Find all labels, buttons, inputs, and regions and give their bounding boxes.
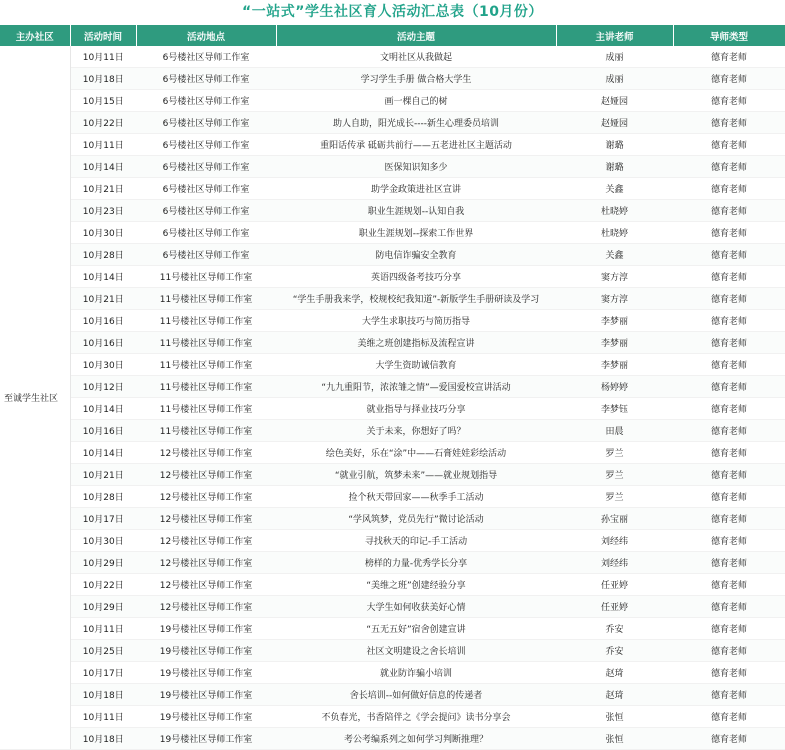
cell-time[interactable]: 10月23日	[70, 200, 136, 222]
cell-teacher[interactable]: 任亚婷	[556, 574, 673, 596]
cell-place[interactable]: 12号楼社区导师工作室	[136, 574, 276, 596]
table-row[interactable]	[0, 618, 785, 640]
cell-topic[interactable]: “美维之班”创建经验分享	[276, 574, 556, 596]
cell-place[interactable]: 12号楼社区导师工作室	[136, 530, 276, 552]
cell-topic[interactable]: 绘色美好，乐在“涂”中——石膏娃娃彩绘活动	[276, 442, 556, 464]
table-row[interactable]	[0, 46, 785, 68]
cell-place[interactable]: 11号楼社区导师工作室	[136, 376, 276, 398]
table-row[interactable]	[0, 266, 785, 288]
cell-topic[interactable]: 大学生资助诚信教育	[276, 354, 556, 376]
activity-summary-table	[0, 25, 785, 750]
cell-teacher[interactable]: 张恒	[556, 706, 673, 728]
table-row[interactable]	[0, 464, 785, 486]
cell-place[interactable]: 6号楼社区导师工作室	[136, 112, 276, 134]
cell-teacher[interactable]: 赵娅园	[556, 90, 673, 112]
cell-type[interactable]: 德育老师	[673, 530, 785, 552]
cell-type[interactable]: 德育老师	[673, 68, 785, 90]
cell-time[interactable]: 10月30日	[70, 222, 136, 244]
cell-topic[interactable]: 学习学生手册 做合格大学生	[276, 68, 556, 90]
cell-time[interactable]: 10月21日	[70, 178, 136, 200]
cell-place[interactable]: 12号楼社区导师工作室	[136, 596, 276, 618]
cell-time[interactable]: 10月16日	[70, 332, 136, 354]
cell-place[interactable]: 19号楼社区导师工作室	[136, 618, 276, 640]
table-row[interactable]	[0, 68, 785, 90]
cell-place[interactable]: 11号楼社区导师工作室	[136, 310, 276, 332]
cell-type[interactable]: 德育老师	[673, 574, 785, 596]
cell-teacher[interactable]: 赵琦	[556, 684, 673, 706]
cell-time[interactable]: 10月25日	[70, 640, 136, 662]
cell-type[interactable]: 德育老师	[673, 684, 785, 706]
cell-place[interactable]: 12号楼社区导师工作室	[136, 464, 276, 486]
header-time[interactable]: 活动时间	[70, 25, 136, 46]
cell-type[interactable]: 德育老师	[673, 706, 785, 728]
cell-teacher[interactable]: 任亚婷	[556, 596, 673, 618]
header-teacher[interactable]: 主讲老师	[556, 25, 673, 46]
cell-type[interactable]: 德育老师	[673, 200, 785, 222]
cell-teacher[interactable]: 乔安	[556, 640, 673, 662]
cell-time[interactable]: 10月14日	[70, 442, 136, 464]
cell-topic[interactable]: 职业生涯规划--探索工作世界	[276, 222, 556, 244]
cell-place[interactable]: 11号楼社区导师工作室	[136, 332, 276, 354]
cell-type[interactable]: 德育老师	[673, 662, 785, 684]
cell-time[interactable]: 10月30日	[70, 354, 136, 376]
table-row[interactable]	[0, 112, 785, 134]
table-row[interactable]	[0, 706, 785, 728]
cell-place[interactable]: 12号楼社区导师工作室	[136, 508, 276, 530]
cell-place[interactable]: 11号楼社区导师工作室	[136, 398, 276, 420]
cell-topic[interactable]: 文明社区从我做起	[276, 46, 556, 68]
table-row[interactable]	[0, 684, 785, 706]
cell-topic[interactable]: 职业生涯规划--认知自我	[276, 200, 556, 222]
cell-place[interactable]: 11号楼社区导师工作室	[136, 288, 276, 310]
cell-topic[interactable]: 防电信诈骗安全教育	[276, 244, 556, 266]
cell-type[interactable]: 德育老师	[673, 244, 785, 266]
cell-topic[interactable]: 寻找秋天的印记-手工活动	[276, 530, 556, 552]
table-row[interactable]	[0, 552, 785, 574]
cell-topic[interactable]: 舍长培训--如何做好信息的传递者	[276, 684, 556, 706]
table-row[interactable]	[0, 332, 785, 354]
cell-type[interactable]: 德育老师	[673, 508, 785, 530]
cell-teacher[interactable]: 赵琦	[556, 662, 673, 684]
cell-place[interactable]: 6号楼社区导师工作室	[136, 200, 276, 222]
table-row[interactable]	[0, 354, 785, 376]
cell-topic[interactable]: 大学生如何收获美好心情	[276, 596, 556, 618]
table-row[interactable]	[0, 574, 785, 596]
cell-time[interactable]: 10月16日	[70, 310, 136, 332]
cell-topic[interactable]: 重阳话传承 砥砺共前行——五老进社区主题活动	[276, 134, 556, 156]
cell-time[interactable]: 10月21日	[70, 288, 136, 310]
cell-teacher[interactable]: 李梦丽	[556, 332, 673, 354]
cell-topic[interactable]: 医保知识知多少	[276, 156, 556, 178]
table-body	[0, 46, 785, 750]
cell-teacher[interactable]: 关鑫	[556, 244, 673, 266]
cell-type[interactable]: 德育老师	[673, 178, 785, 200]
cell-teacher[interactable]: 谢璐	[556, 134, 673, 156]
cell-topic[interactable]: 助学金政策进社区宣讲	[276, 178, 556, 200]
cell-type[interactable]: 德育老师	[673, 266, 785, 288]
cell-time[interactable]: 10月17日	[70, 508, 136, 530]
cell-type[interactable]: 德育老师	[673, 442, 785, 464]
cell-type[interactable]: 德育老师	[673, 728, 785, 750]
cell-place[interactable]: 12号楼社区导师工作室	[136, 486, 276, 508]
cell-place[interactable]: 6号楼社区导师工作室	[136, 90, 276, 112]
table-row[interactable]	[0, 596, 785, 618]
table-row[interactable]	[0, 728, 785, 750]
cell-time[interactable]: 10月14日	[70, 156, 136, 178]
cell-teacher[interactable]: 成丽	[556, 46, 673, 68]
cell-place[interactable]: 19号楼社区导师工作室	[136, 684, 276, 706]
cell-teacher[interactable]: 田晨	[556, 420, 673, 442]
cell-teacher[interactable]: 刘经纬	[556, 530, 673, 552]
cell-topic[interactable]: “九九重阳节，浓浓雏之情”—爱国爱校宣讲活动	[276, 376, 556, 398]
cell-time[interactable]: 10月11日	[70, 46, 136, 68]
cell-time[interactable]: 10月18日	[70, 684, 136, 706]
cell-topic[interactable]: “学生手册我来学，校规校纪我知道”-新版学生手册研读及学习	[276, 288, 556, 310]
table-row[interactable]	[0, 640, 785, 662]
cell-place[interactable]: 6号楼社区导师工作室	[136, 68, 276, 90]
cell-topic[interactable]: “五无五好”宿舍创建宣讲	[276, 618, 556, 640]
cell-type[interactable]: 德育老师	[673, 156, 785, 178]
cell-topic[interactable]: 画一棵自己的树	[276, 90, 556, 112]
cell-topic[interactable]: 英语四级备考技巧分享	[276, 266, 556, 288]
cell-time[interactable]: 10月11日	[70, 618, 136, 640]
cell-topic[interactable]: 捡个秋天带回家——秋季手工活动	[276, 486, 556, 508]
table-row[interactable]	[0, 200, 785, 222]
header-type[interactable]: 导师类型	[673, 25, 785, 46]
cell-topic[interactable]: 考公考编系列之如何学习判断推理？	[276, 728, 556, 750]
cell-topic[interactable]: “就业引航，筑梦未来”——就业规划指导	[276, 464, 556, 486]
table-row[interactable]	[0, 244, 785, 266]
cell-type[interactable]: 德育老师	[673, 596, 785, 618]
cell-type[interactable]: 德育老师	[673, 640, 785, 662]
cell-place[interactable]: 12号楼社区导师工作室	[136, 552, 276, 574]
table-row[interactable]	[0, 442, 785, 464]
cell-time[interactable]: 10月18日	[70, 728, 136, 750]
cell-teacher[interactable]: 李梦钰	[556, 398, 673, 420]
cell-type[interactable]: 德育老师	[673, 376, 785, 398]
cell-type[interactable]: 德育老师	[673, 354, 785, 376]
cell-type[interactable]: 德育老师	[673, 618, 785, 640]
cell-teacher[interactable]: 李梦丽	[556, 310, 673, 332]
cell-time[interactable]: 10月18日	[70, 68, 136, 90]
cell-place[interactable]: 19号楼社区导师工作室	[136, 662, 276, 684]
cell-type[interactable]: 德育老师	[673, 222, 785, 244]
cell-teacher[interactable]: 赵娅园	[556, 112, 673, 134]
cell-time[interactable]: 10月30日	[70, 530, 136, 552]
cell-teacher[interactable]: 窦方淳	[556, 266, 673, 288]
cell-topic[interactable]: “学风筑梦，党员先行”微讨论活动	[276, 508, 556, 530]
cell-type[interactable]: 德育老师	[673, 288, 785, 310]
cell-time[interactable]: 10月22日	[70, 112, 136, 134]
cell-teacher[interactable]: 杜晓婷	[556, 200, 673, 222]
cell-time[interactable]: 10月16日	[70, 420, 136, 442]
cell-place[interactable]: 6号楼社区导师工作室	[136, 222, 276, 244]
cell-teacher[interactable]: 孙宝丽	[556, 508, 673, 530]
cell-time[interactable]: 10月29日	[70, 596, 136, 618]
cell-place[interactable]: 6号楼社区导师工作室	[136, 156, 276, 178]
cell-teacher[interactable]: 成丽	[556, 68, 673, 90]
table-row[interactable]	[0, 508, 785, 530]
cell-place[interactable]: 19号楼社区导师工作室	[136, 728, 276, 750]
cell-time[interactable]: 10月28日	[70, 486, 136, 508]
cell-place[interactable]: 6号楼社区导师工作室	[136, 244, 276, 266]
cell-place[interactable]: 11号楼社区导师工作室	[136, 266, 276, 288]
cell-topic[interactable]: 大学生求职技巧与简历指导	[276, 310, 556, 332]
cell-time[interactable]: 10月12日	[70, 376, 136, 398]
table-header-row	[0, 25, 785, 46]
cell-time[interactable]: 10月15日	[70, 90, 136, 112]
cell-teacher[interactable]: 刘经纬	[556, 552, 673, 574]
table-row[interactable]	[0, 420, 785, 442]
table-row[interactable]	[0, 90, 785, 112]
cell-topic[interactable]: 社区文明建设之舍长培训	[276, 640, 556, 662]
cell-place[interactable]: 11号楼社区导师工作室	[136, 354, 276, 376]
table-row[interactable]	[0, 288, 785, 310]
cell-place[interactable]: 6号楼社区导师工作室	[136, 178, 276, 200]
cell-teacher[interactable]: 罗兰	[556, 442, 673, 464]
cell-type[interactable]: 德育老师	[673, 398, 785, 420]
cell-type[interactable]: 德育老师	[673, 486, 785, 508]
cell-time[interactable]: 10月17日	[70, 662, 136, 684]
cell-topic[interactable]: 美维之班创建指标及流程宣讲	[276, 332, 556, 354]
cell-time[interactable]: 10月11日	[70, 706, 136, 728]
cell-type[interactable]: 德育老师	[673, 112, 785, 134]
sheet-title: “一站式”学生社区育人活动汇总表（10月份）	[242, 4, 543, 20]
cell-teacher[interactable]: 乔安	[556, 618, 673, 640]
cell-type[interactable]: 德育老师	[673, 310, 785, 332]
table-row[interactable]	[0, 398, 785, 420]
cell-teacher[interactable]: 罗兰	[556, 464, 673, 486]
cell-place[interactable]: 11号楼社区导师工作室	[136, 420, 276, 442]
table-row[interactable]	[0, 662, 785, 684]
cell-time[interactable]: 10月14日	[70, 266, 136, 288]
host-community-cell[interactable]: 至诚学生社区	[0, 46, 70, 750]
cell-topic[interactable]: 就业防诈骗小培训	[276, 662, 556, 684]
cell-topic[interactable]: 关于未来，你想好了吗？	[276, 420, 556, 442]
cell-type[interactable]: 德育老师	[673, 134, 785, 156]
cell-time[interactable]: 10月22日	[70, 574, 136, 596]
cell-topic[interactable]: 榜样的力量-优秀学长分享	[276, 552, 556, 574]
cell-teacher[interactable]: 窦方淳	[556, 288, 673, 310]
table-row[interactable]	[0, 156, 785, 178]
cell-time[interactable]: 10月11日	[70, 134, 136, 156]
cell-teacher[interactable]: 罗兰	[556, 486, 673, 508]
cell-teacher[interactable]: 杜晓婷	[556, 222, 673, 244]
cell-topic[interactable]: 就业指导与择业技巧分享	[276, 398, 556, 420]
header-topic[interactable]: 活动主题	[276, 25, 556, 46]
cell-place[interactable]: 6号楼社区导师工作室	[136, 46, 276, 68]
cell-place[interactable]: 19号楼社区导师工作室	[136, 640, 276, 662]
cell-type[interactable]: 德育老师	[673, 464, 785, 486]
table-row[interactable]	[0, 530, 785, 552]
table-row[interactable]	[0, 134, 785, 156]
cell-teacher[interactable]: 杨婷婷	[556, 376, 673, 398]
cell-time[interactable]: 10月21日	[70, 464, 136, 486]
cell-place[interactable]: 6号楼社区导师工作室	[136, 134, 276, 156]
cell-time[interactable]: 10月28日	[70, 244, 136, 266]
table-row[interactable]	[0, 486, 785, 508]
cell-place[interactable]: 19号楼社区导师工作室	[136, 706, 276, 728]
cell-topic[interactable]: 助人自助，阳光成长----新生心理委员培训	[276, 112, 556, 134]
cell-type[interactable]: 德育老师	[673, 420, 785, 442]
cell-time[interactable]: 10月14日	[70, 398, 136, 420]
cell-type[interactable]: 德育老师	[673, 552, 785, 574]
cell-teacher[interactable]: 张恒	[556, 728, 673, 750]
cell-type[interactable]: 德育老师	[673, 46, 785, 68]
table-row[interactable]	[0, 222, 785, 244]
cell-teacher[interactable]: 谢璐	[556, 156, 673, 178]
table-row[interactable]	[0, 310, 785, 332]
table-row[interactable]	[0, 376, 785, 398]
cell-type[interactable]: 德育老师	[673, 332, 785, 354]
cell-topic[interactable]: 不负春光，书香陪伴之《学会提问》读书分享会	[276, 706, 556, 728]
cell-teacher[interactable]: 关鑫	[556, 178, 673, 200]
cell-teacher[interactable]: 李梦丽	[556, 354, 673, 376]
cell-place[interactable]: 12号楼社区导师工作室	[136, 442, 276, 464]
cell-time[interactable]: 10月29日	[70, 552, 136, 574]
table-row[interactable]	[0, 178, 785, 200]
header-place[interactable]: 活动地点	[136, 25, 276, 46]
cell-type[interactable]: 德育老师	[673, 90, 785, 112]
header-host[interactable]: 主办社区	[0, 25, 70, 46]
